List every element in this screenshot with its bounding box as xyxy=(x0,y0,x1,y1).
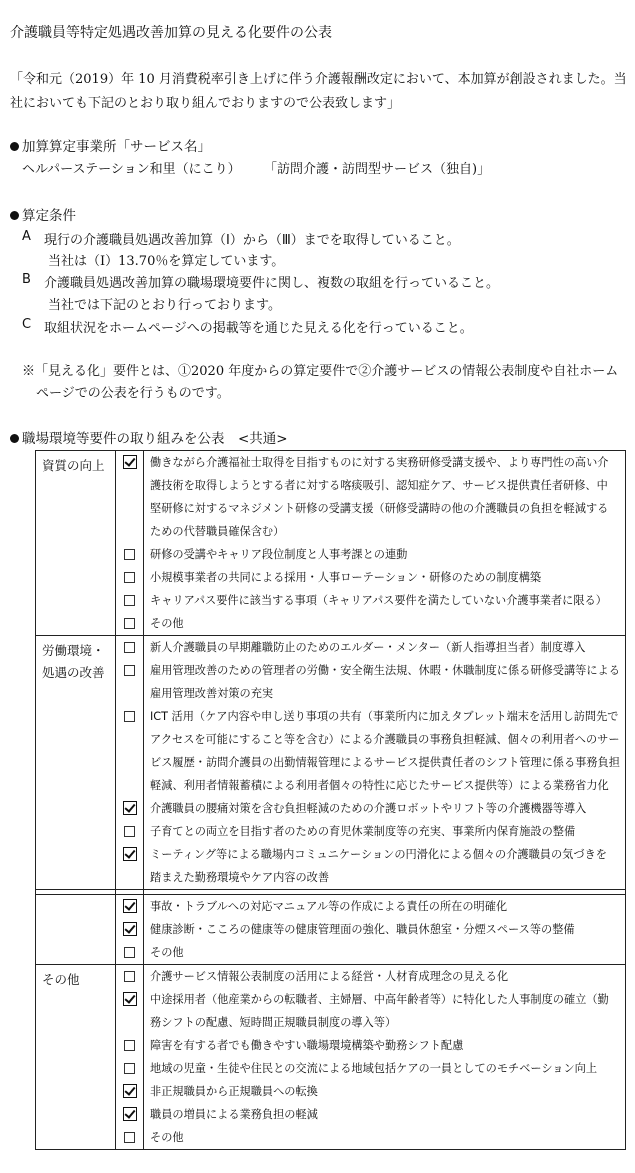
section-checkboxes xyxy=(116,636,144,890)
section-category xyxy=(36,965,116,1150)
checkbox-unchecked[interactable] xyxy=(124,1132,135,1143)
requirement-item xyxy=(144,636,625,659)
table-heading xyxy=(10,427,288,447)
requirement-item xyxy=(144,797,625,820)
section-category-label: その他 xyxy=(42,972,80,987)
section-items xyxy=(144,895,626,965)
requirement-item-line: 地域の児童・生徒や住民との交流による地域包括ケアの一員としてのモチベーション向上 xyxy=(150,1062,598,1075)
bullet-icon xyxy=(10,211,19,220)
requirement-item-line: 働きながら介護福祉士取得を目指すものに対する実務研修受講支援や、より専門性の高い介 xyxy=(150,456,609,469)
requirement-item-line: 踏まえた勤務環境やケア内容の改善 xyxy=(150,871,330,884)
requirement-item xyxy=(144,988,625,1034)
checkbox-unchecked[interactable] xyxy=(124,642,135,653)
requirement-item-line: 事故・トラブルへの対応マニュアル等の作成による責任の所在の明確化 xyxy=(150,900,508,913)
requirement-item-line: キャリアパス要件に該当する事項（キャリアパス要件を満たしていない介護事業者に限る） xyxy=(150,594,607,607)
requirement-item-line: ビス履歴・訪問介護員の出勤情報管理によるサービス提供責任者のシフト管理に係る事務負担 xyxy=(150,756,620,769)
checkbox-unchecked[interactable] xyxy=(124,947,135,958)
requirement-item-line: その他 xyxy=(150,617,184,630)
requirement-item xyxy=(144,659,625,705)
checkbox-checked[interactable] xyxy=(123,455,137,469)
requirement-item xyxy=(144,1057,625,1080)
requirement-item xyxy=(144,820,625,843)
requirement-item-line: その他 xyxy=(150,946,184,959)
section-items xyxy=(144,965,626,1150)
requirement-item-line: 堅研修に対するマネジメント研修の受講支援（研修受講時の他の介護職員の負担を軽減する xyxy=(150,502,609,515)
checkbox-checked[interactable] xyxy=(123,992,137,1006)
condition-c-letter: C xyxy=(22,317,32,332)
requirement-item xyxy=(144,1034,625,1057)
checkbox-unchecked[interactable] xyxy=(124,1063,135,1074)
intro-line-2: 社においても下記のとおり取り組んでおりますので公表致します」 xyxy=(10,96,401,111)
requirement-item-line: 護技術を取得しようとする者に対する喀痰吸引、認知症ケア、サービス提供責任者研修、中 xyxy=(150,479,608,492)
requirement-item-line: 職員の増員による業務負担の軽減 xyxy=(150,1108,318,1121)
section-checkboxes xyxy=(116,965,144,1150)
requirement-item xyxy=(144,941,625,964)
checkbox-unchecked[interactable] xyxy=(124,572,135,583)
requirement-item-line: 軽減、利用者情報蓄積による利用者個々の特性に応じたサービス提供等）による業務省力化 xyxy=(150,779,609,792)
requirement-item xyxy=(144,566,625,589)
table-section xyxy=(36,895,626,965)
table-section xyxy=(36,636,626,890)
section-items xyxy=(144,636,626,890)
section-category-label: 資質の向上 xyxy=(42,458,105,473)
requirement-item xyxy=(144,918,625,941)
intro-line-1: 「令和元（2019）年 10 月消費税率引き上げに伴う介護報酬改定において、本加算が創設されました。当 xyxy=(10,72,627,87)
section-checkboxes xyxy=(116,895,144,965)
condition-a-text: 現行の介護職員処遇改善加算（Ⅰ）から（Ⅲ）までを取得していること。 xyxy=(44,233,460,248)
section-checkboxes xyxy=(116,451,144,636)
page-title: 介護職員等特定処遇改善加算の見える化要件の公表 xyxy=(10,25,332,41)
checkbox-checked[interactable] xyxy=(123,899,137,913)
requirement-item-line: 介護サービス情報公表制度の活用による経営・人材育成理念の見える化 xyxy=(150,970,509,983)
requirement-item xyxy=(144,965,625,988)
requirement-item xyxy=(144,612,625,635)
requirement-item-line: 健康診断・こころの健康等の健康管理面の強化、職員休憩室・分煙スペース等の整備 xyxy=(150,923,575,936)
condition-c-text: 取組状況をホームページへの掲載等を通じた見える化を行っていること。 xyxy=(44,321,473,336)
requirement-item xyxy=(144,1126,625,1149)
checkbox-unchecked[interactable] xyxy=(124,549,135,560)
office-heading xyxy=(10,135,211,155)
note-line-2: ページでの公表を行うものです。 xyxy=(36,386,230,401)
checkbox-checked[interactable] xyxy=(123,801,137,815)
requirement-item-line: 中途採用者（他産業からの転職者、主婦層、中高年齢者等）に特化した人事制度の確立（勤 xyxy=(150,993,609,1006)
table-section xyxy=(36,965,626,1150)
conditions-heading xyxy=(10,204,76,224)
condition-b-sub: 当社では下記のとおり行っております。 xyxy=(48,298,281,313)
requirement-item-line: 雇用管理改善対策の充実 xyxy=(150,687,274,700)
office-heading-text: 加算算定事業所「サービス名」 xyxy=(22,139,211,155)
requirement-item xyxy=(144,895,625,918)
bullet-icon xyxy=(10,434,19,443)
requirement-item xyxy=(144,543,625,566)
condition-b-letter: B xyxy=(22,272,31,287)
conditions-heading-text: 算定条件 xyxy=(22,208,76,224)
requirement-item-line: アクセスを可能にすること等を含む）による介護職員の事務負担軽減、個々の利用者へのサー xyxy=(150,733,620,746)
requirement-item-line: ICT 活用（ケア内容や申し送り事項の共有（事業所内に加えタブレット端末を活用し訪問先で xyxy=(150,710,619,723)
requirement-item-line: 務シフトの配慮、短時間正規職員制度の導入等） xyxy=(150,1016,397,1029)
requirement-item-line: 新人介護職員の早期離職防止のためのエルダー・メンター（新人指導担当者）制度導入 xyxy=(150,641,586,654)
checkbox-unchecked[interactable] xyxy=(124,826,135,837)
requirement-item-line: 介護職員の腰痛対策を含む負担軽減のための介護ロボットやリフト等の介護機器等導入 xyxy=(150,802,587,815)
checkbox-unchecked[interactable] xyxy=(124,665,135,676)
requirement-item xyxy=(144,589,625,612)
requirement-item-line: 非正規職員から正規職員への転換 xyxy=(150,1085,318,1098)
requirement-item xyxy=(144,451,625,543)
requirement-item-line: 雇用管理改善のための管理者の労働・安全衛生法規、休暇・休職制度に係る研修受講等による xyxy=(150,664,620,677)
condition-a-sub: 当社は（Ⅰ）13.70％を算定しています。 xyxy=(48,254,285,269)
checkbox-checked[interactable] xyxy=(123,922,137,936)
requirement-item-line: 子育てとの両立を目指す者のための育児休業制度等の充実、事業所内保育施設の整備 xyxy=(150,825,576,838)
section-category-label: 労働環境・ 処遇の改善 xyxy=(42,643,105,680)
section-items xyxy=(144,451,626,636)
bullet-icon xyxy=(10,142,19,151)
table-section xyxy=(36,451,626,636)
checkbox-unchecked[interactable] xyxy=(124,971,135,982)
checkbox-unchecked[interactable] xyxy=(124,595,135,606)
checkbox-unchecked[interactable] xyxy=(124,711,135,722)
office-name: ヘルパーステーション和里（にこり） xyxy=(22,162,241,177)
note-line-1: ※「見える化」要件とは、①2020 年度からの算定要件で②介護サービスの情報公表制度や自社ホーム xyxy=(22,364,619,379)
condition-b-text: 介護職員処遇改善加算の職場環境要件に関し、複数の取組を行っていること。 xyxy=(44,276,500,291)
requirement-item-line: その他 xyxy=(150,1131,184,1144)
requirement-item-line: 小規模事業者の共同による採用・人事ローテーション・研修のための制度構築 xyxy=(150,571,542,584)
checkbox-unchecked[interactable] xyxy=(124,618,135,629)
requirement-item-line: ための代替職員確保含む） xyxy=(150,525,285,538)
section-category-label xyxy=(36,895,115,899)
section-category xyxy=(36,451,116,636)
section-category xyxy=(36,895,116,965)
checkbox-checked[interactable] xyxy=(123,1084,137,1098)
requirements-table xyxy=(35,450,626,1150)
requirement-item xyxy=(144,1080,625,1103)
checkbox-checked[interactable] xyxy=(123,1107,137,1121)
office-service: 「訪問介護・訪問型サービス（独自)」 xyxy=(264,162,491,177)
requirement-item xyxy=(144,1103,625,1126)
requirement-item xyxy=(144,705,625,797)
section-category xyxy=(36,636,116,890)
checkbox-checked[interactable] xyxy=(123,847,137,861)
table-heading-text: 職場環境等要件の取り組みを公表 <共通> xyxy=(22,431,288,447)
requirement-item xyxy=(144,843,625,889)
condition-a-letter: A xyxy=(22,229,31,244)
requirement-item-line: 障害を有する者でも働きやすい職場環境構築や勤務シフト配慮 xyxy=(150,1039,464,1052)
checkbox-unchecked[interactable] xyxy=(124,1040,135,1051)
requirement-item-line: ミーティング等による職場内コミュニケーションの円滑化による個々の介護職員の気づきを xyxy=(150,848,607,861)
requirement-item-line: 研修の受講やキャリア段位制度と人事考課との連動 xyxy=(150,548,408,561)
